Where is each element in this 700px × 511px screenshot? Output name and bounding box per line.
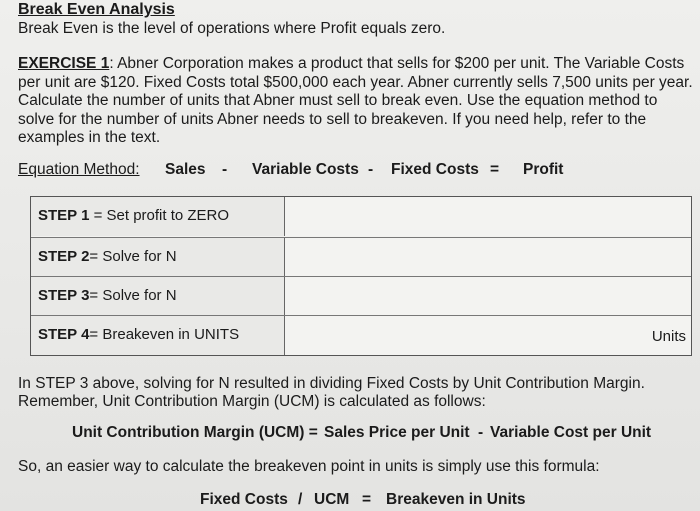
step-row bbox=[31, 237, 691, 277]
step-answer-cell[interactable] bbox=[285, 238, 691, 277]
ucm-minus: - bbox=[478, 424, 484, 441]
equation-variable-costs: Variable Costs bbox=[252, 161, 359, 178]
exercise-text: : Abner Corporation makes a product that sells for $200 per unit. The Variable Costs per unit are $120. Fixed Costs total $500,000 each year. Abner currently sells 7,500 units per year. Calculate the number of units that Abner must sell to break even. Use the equation method to solve for the number of units Abner needs to sell to breakeven. If you need help, refer to the examples in the text. bbox=[18, 55, 693, 146]
step-number: STEP 4 bbox=[38, 326, 90, 343]
step-number: STEP 1 bbox=[38, 207, 90, 224]
equation-method-line bbox=[18, 161, 688, 181]
step-row bbox=[31, 315, 691, 355]
step-number: STEP 2 bbox=[38, 248, 90, 265]
step-description: = Breakeven in UNITS bbox=[89, 326, 240, 343]
step-row bbox=[31, 197, 691, 236]
step-label-cell bbox=[31, 238, 285, 277]
formula-result: Breakeven in Units bbox=[386, 491, 526, 508]
step-answer-cell[interactable] bbox=[285, 197, 691, 236]
formula-fixed-costs: Fixed Costs bbox=[200, 491, 288, 508]
equation-equals: = bbox=[490, 161, 500, 178]
page-title: Break Even Analysis bbox=[18, 1, 175, 18]
step-label bbox=[38, 248, 177, 265]
formula-ucm: UCM bbox=[314, 491, 350, 508]
step-label-cell bbox=[31, 277, 285, 316]
step-label bbox=[38, 287, 177, 304]
step3-note: In STEP 3 above, solving for N resulted in dividing Fixed Costs by Unit Contribution Margin. Remember, Unit Contribution Margin (UCM) is calculated as follows: bbox=[18, 375, 645, 410]
step-label-cell bbox=[31, 197, 285, 236]
equation-profit: Profit bbox=[523, 161, 564, 178]
ucm-sales-price: Sales Price per Unit bbox=[324, 424, 470, 441]
formula-equals: = bbox=[362, 491, 372, 508]
equation-fixed-costs: Fixed Costs bbox=[391, 161, 479, 178]
step-row bbox=[31, 276, 691, 316]
ucm-formula-lhs: Unit Contribution Margin (UCM) = bbox=[72, 424, 318, 441]
exercise-paragraph bbox=[18, 55, 694, 148]
step-answer-cell[interactable] bbox=[285, 277, 691, 316]
step-description: = Set profit to ZERO bbox=[89, 207, 230, 224]
equation-method-label: Equation Method: bbox=[18, 161, 140, 178]
equation-minus-1: - bbox=[222, 161, 228, 178]
steps-table bbox=[30, 196, 692, 356]
step-description: = Solve for N bbox=[89, 248, 177, 265]
step-number: STEP 3 bbox=[38, 287, 90, 304]
equation-minus-2: - bbox=[368, 161, 374, 178]
easier-method-text: So, an easier way to calculate the breakeven point in units is simply use this formula: bbox=[18, 458, 600, 475]
step-label bbox=[38, 326, 239, 343]
step-label bbox=[38, 207, 229, 224]
step-description: = Solve for N bbox=[89, 287, 177, 304]
step-label-cell bbox=[31, 316, 285, 355]
units-label: Units bbox=[651, 328, 686, 345]
page-subtitle: Break Even is the level of operations where Profit equals zero. bbox=[18, 20, 446, 37]
exercise-label: EXERCISE 1 bbox=[18, 55, 110, 72]
equation-sales: Sales bbox=[165, 161, 206, 178]
ucm-variable-cost: Variable Cost per Unit bbox=[490, 424, 652, 441]
step-answer-cell[interactable] bbox=[285, 316, 691, 355]
formula-divide: / bbox=[298, 491, 303, 508]
